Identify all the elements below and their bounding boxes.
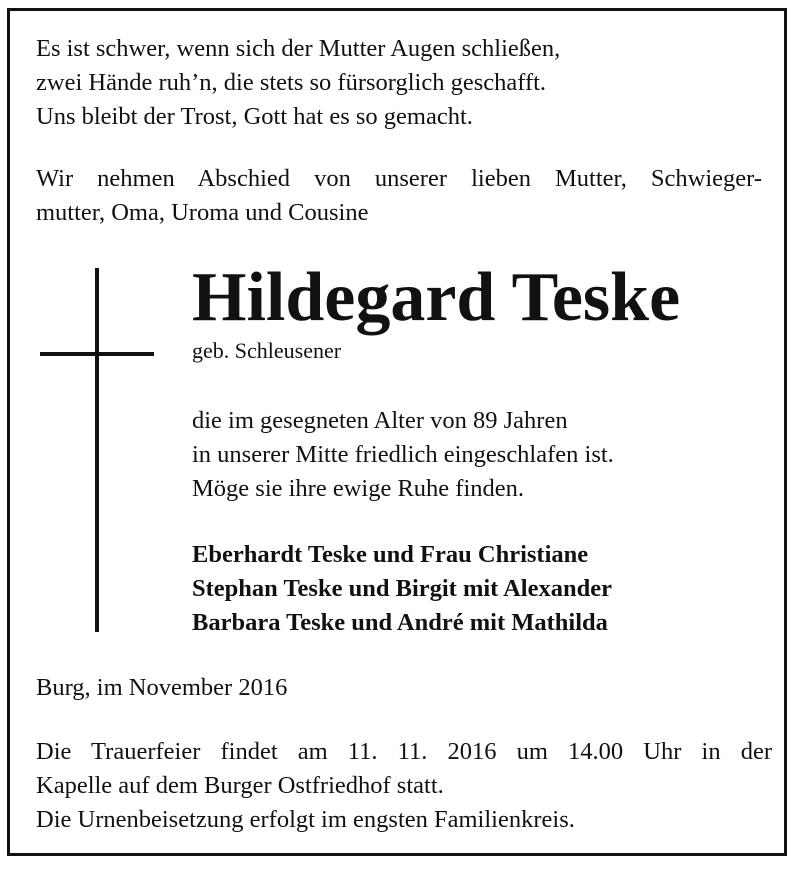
family-member-line: Stephan Teske und Birgit mit Alexander xyxy=(192,575,612,602)
mourning-family xyxy=(192,538,612,640)
cross-bar xyxy=(40,352,154,356)
funeral-line: Die Urnenbeisetzung erfolgt im engsten Familienkreis. xyxy=(36,806,575,833)
deceased-name: Hildegard Teske xyxy=(192,259,681,336)
birth-name: geb. Schleusener xyxy=(192,338,342,363)
age-line: in unserer Mitte friedlich eingeschlafen ist. xyxy=(192,441,614,468)
verse-line: Es ist schwer, wenn sich der Mutter Augen schließen, xyxy=(36,35,561,62)
age-line: Möge sie ihre ewige Ruhe finden. xyxy=(192,475,525,502)
funeral-line: Die Trauerfeier findet am 11. 11. 2016 um 14.00 Uhr in der xyxy=(36,738,772,765)
verse-line: zwei Hände ruh’n, die stets so fürsorglich geschafft. xyxy=(36,69,547,96)
funeral-line: Kapelle auf dem Burger Ostfriedhof statt. xyxy=(36,772,444,799)
age-statement xyxy=(192,404,614,506)
verse-line: Uns bleibt der Trost, Gott hat es so gemacht. xyxy=(36,103,473,130)
family-member-line: Barbara Teske und André mit Mathilda xyxy=(192,609,608,636)
funeral-details xyxy=(36,735,772,837)
farewell-line: Wir nehmen Abschied von unserer lieben Mutter, Schwieger- xyxy=(36,165,762,192)
place-and-date: Burg, im November 2016 xyxy=(36,674,288,701)
farewell-statement xyxy=(36,162,762,230)
christian-cross-icon xyxy=(95,268,99,632)
age-line: die im gesegneten Alter von 89 Jahren xyxy=(192,407,568,434)
family-member-line: Eberhardt Teske und Frau Christiane xyxy=(192,541,589,568)
memorial-verse xyxy=(36,32,560,134)
farewell-line: mutter, Oma, Uroma und Cousine xyxy=(36,199,369,226)
